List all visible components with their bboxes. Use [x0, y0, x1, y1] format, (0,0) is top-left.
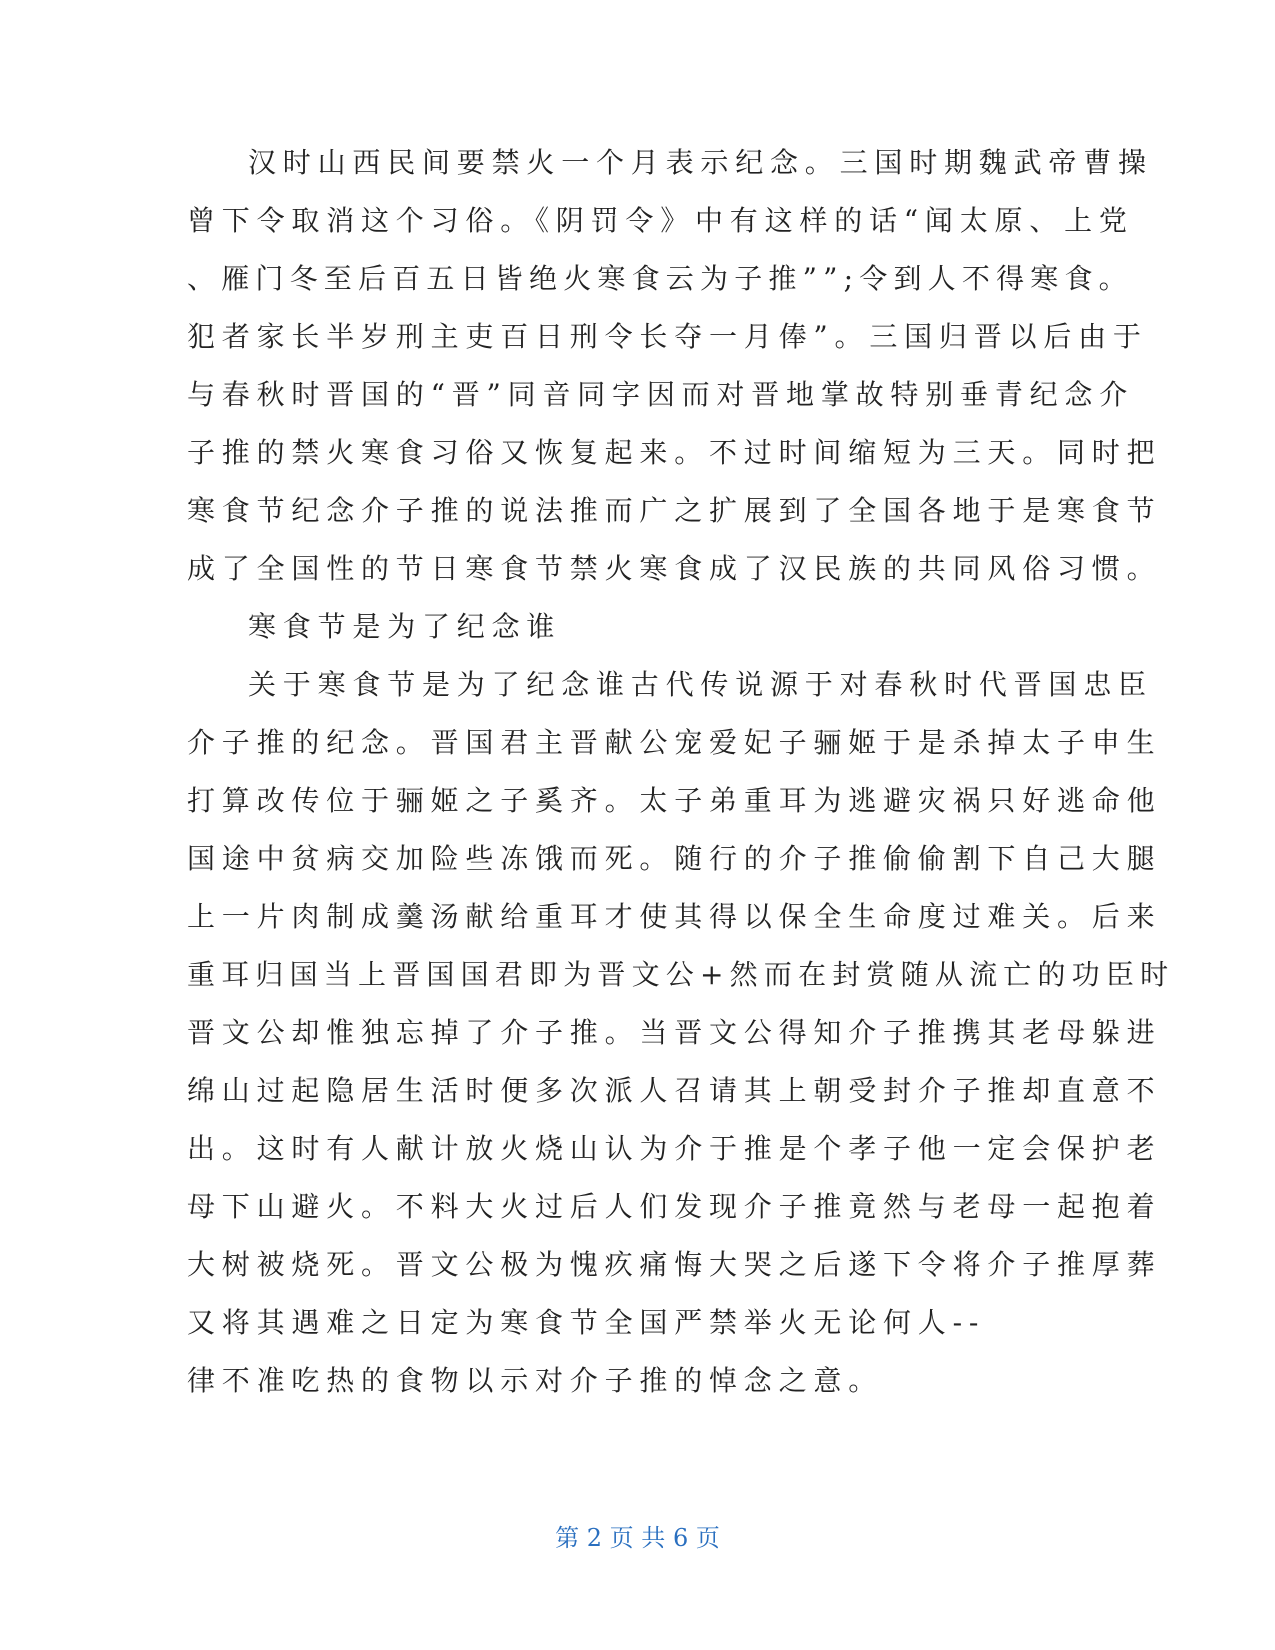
text-line: 国途中贫病交加险些冻饿而死。随行的介子推偷偷割下自己大腿 — [187, 842, 1162, 875]
text-line: 母下山避火。不料大火过后人们发现介子推竟然与老母一起抱着 — [187, 1190, 1162, 1223]
text-line: 打算改传位于骊姬之子奚齐。太子弟重耳为逃避灾祸只好逃命他 — [187, 784, 1162, 817]
text-line: 与春秋时晋国的“晋”同音同字因而对晋地掌故特别垂青纪念介 — [187, 378, 1135, 411]
total-pages-number: 6 — [672, 1524, 689, 1552]
text-line: 曾下令取消这个习俗。《阴罚令》中有这样的话“闻太原、上党 — [187, 204, 1134, 237]
text-line: 子推的禁火寒食习俗又恢复起来。不过时间缩短为三天。同时把 — [187, 436, 1162, 469]
footer-suffix: 页 — [695, 1524, 720, 1552]
current-page-number: 2 — [586, 1524, 603, 1552]
text-line: 关于寒食节是为了纪念谁古代传说源于对春秋时代晋国忠臣 — [248, 668, 1153, 701]
text-line: 介子推的纪念。晋国君主晋献公宠爱妃子骊姬于是杀掉太子申生 — [187, 726, 1162, 759]
text-line: 出。这时有人献计放火烧山认为介于推是个孝子他一定会保护老 — [187, 1132, 1162, 1165]
text-line: 重耳归国当上晋国国君即为晋文公+然而在封赏随从流亡的功臣时 — [187, 958, 1175, 991]
text-line: 犯者家长半岁刑主吏百日刑令长夺一月俸”。三国归晋以后由于 — [187, 320, 1148, 353]
footer-prefix: 第 — [555, 1524, 580, 1552]
text-line: 又将其遇难之日定为寒食节全国严禁举火无论何人-- — [187, 1306, 986, 1339]
text-line: 、雁门冬至后百五日皆绝火寒食云为子推””;令到人不得寒食。 — [187, 262, 1133, 295]
text-line: 晋文公却惟独忘掉了介子推。当晋文公得知介子推携其老母躲进 — [187, 1016, 1162, 1049]
footer-mid: 页 共 — [609, 1524, 666, 1552]
text-line: 上一片肉制成羹汤献给重耳才使其得以保全生命度过难关。后来 — [187, 900, 1162, 933]
text-line: 律不准吃热的食物以示对介子推的悼念之意。 — [187, 1364, 884, 1397]
text-line: 大树被烧死。晋文公极为愧疚痛悔大哭之后遂下令将介子推厚葬 — [187, 1248, 1162, 1281]
page-footer — [0, 1520, 1275, 1556]
section-heading: 寒食节是为了纪念谁 — [248, 610, 562, 643]
text-line: 寒食节纪念介子推的说法推而广之扩展到了全国各地于是寒食节 — [187, 494, 1162, 527]
text-line: 绵山过起隐居生活时便多次派人召请其上朝受封介子推却直意不 — [187, 1074, 1162, 1107]
text-line: 成了全国性的节日寒食节禁火寒食成了汉民族的共同风俗习惯。 — [187, 552, 1162, 585]
text-line: 汉时山西民间要禁火一个月表示纪念。三国时期魏武帝曹操 — [248, 146, 1153, 179]
